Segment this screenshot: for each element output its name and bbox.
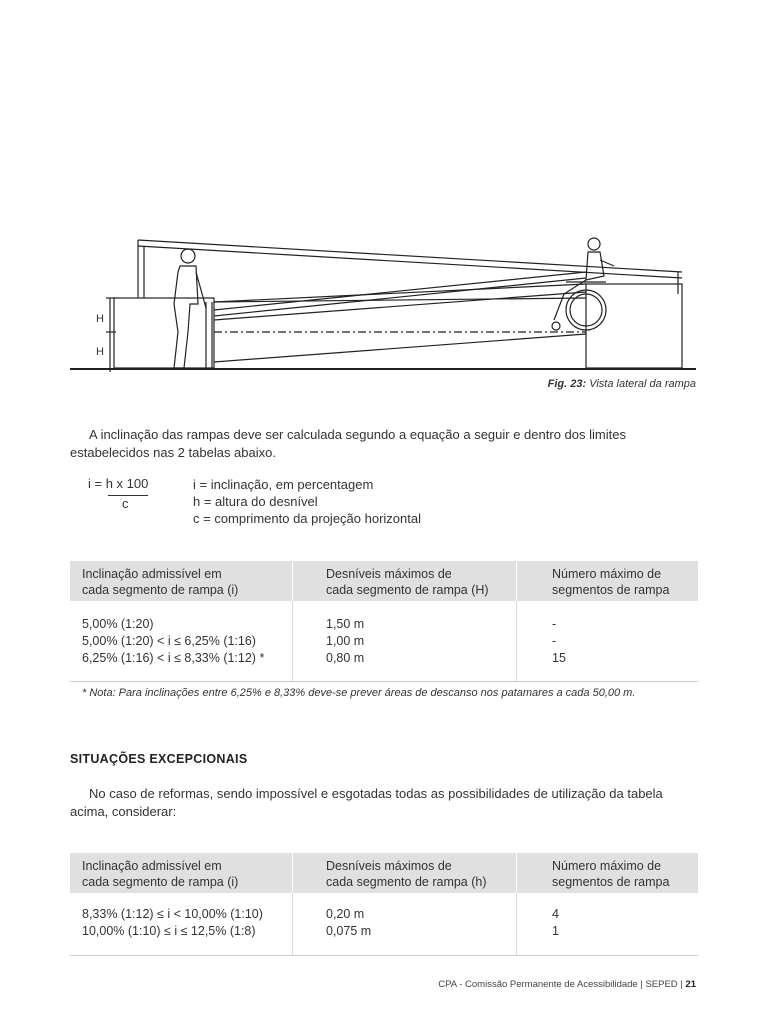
table-row-col-inclination: 5,00% (1:20) 5,00% (1:20) < i ≤ 6,25% (1:16) 6,25% (1:16) < i ≤ 8,33% (1:12) *	[82, 617, 265, 665]
ramp-side-view-figure	[66, 232, 700, 382]
header-height: Desníveis máximos de cada segmento de rampa (H)	[326, 567, 489, 597]
table-note: * Nota: Para inclinações entre 6,25% e 8,33% deve-se prever áreas de descanso nos patamares a cada 50,00 m.	[82, 687, 636, 699]
page-footer	[438, 979, 696, 990]
header-inclination: Inclinação admissível em cada segmento de rampa (i)	[82, 859, 239, 889]
section-paragraph: No caso de reformas, sendo impossível e esgotadas todas as possibilidades de utilização da tabela acima, considerar:	[70, 786, 663, 819]
table-row-col-segments: 4 1	[552, 907, 559, 938]
table-header	[70, 561, 698, 601]
header-segments: Número máximo de segmentos de rampa	[552, 567, 670, 597]
table-row-col-inclination: 8,33% (1:12) ≤ i < 10,00% (1:10) 10,00% (1:10) ≤ i ≤ 12,5% (1:8)	[82, 907, 263, 938]
exceptional-slope-table	[70, 853, 698, 956]
table-row-col-height: 1,50 m 1,00 m 0,80 m	[326, 617, 365, 665]
table-body	[70, 893, 698, 956]
table-row-col-segments: - - 15	[552, 617, 566, 665]
figure-caption	[0, 378, 696, 390]
page-number: 21	[685, 979, 696, 990]
table-row-col-height: 0,20 m 0,075 m	[326, 907, 372, 938]
h-label-top: H	[96, 313, 104, 325]
definition-i: i = inclinação, em percentagem	[193, 477, 374, 492]
header-segments: Número máximo de segmentos de rampa	[552, 859, 670, 889]
footer-text: CPA - Comissão Permanente de Acessibilidade | SEPED |	[438, 979, 683, 990]
caption-number: Fig. 23:	[547, 378, 587, 390]
section-title: SITUAÇÕES EXCEPCIONAIS	[70, 752, 248, 766]
table-header	[70, 853, 698, 893]
caption-text: Vista lateral da rampa	[586, 378, 696, 390]
formula-definitions	[193, 476, 421, 527]
header-height: Desníveis máximos de cada segmento de rampa (h)	[326, 859, 487, 889]
table-body	[70, 601, 698, 682]
formula-numerator: i = h x 100	[88, 476, 149, 491]
h-label-bottom: H	[96, 346, 104, 358]
header-inclination: Inclinação admissível em cada segmento de rampa (i)	[82, 567, 239, 597]
definition-h: h = altura do desnível	[193, 494, 318, 509]
slope-table	[70, 561, 698, 682]
definition-c: c = comprimento da projeção horizontal	[193, 511, 421, 526]
formula-denominator: c	[122, 496, 129, 511]
intro-paragraph: A inclinação das rampas deve ser calculada segundo a equação a seguir e dentro dos limites estabelecidos nas 2 tabelas abaixo.	[70, 427, 626, 460]
